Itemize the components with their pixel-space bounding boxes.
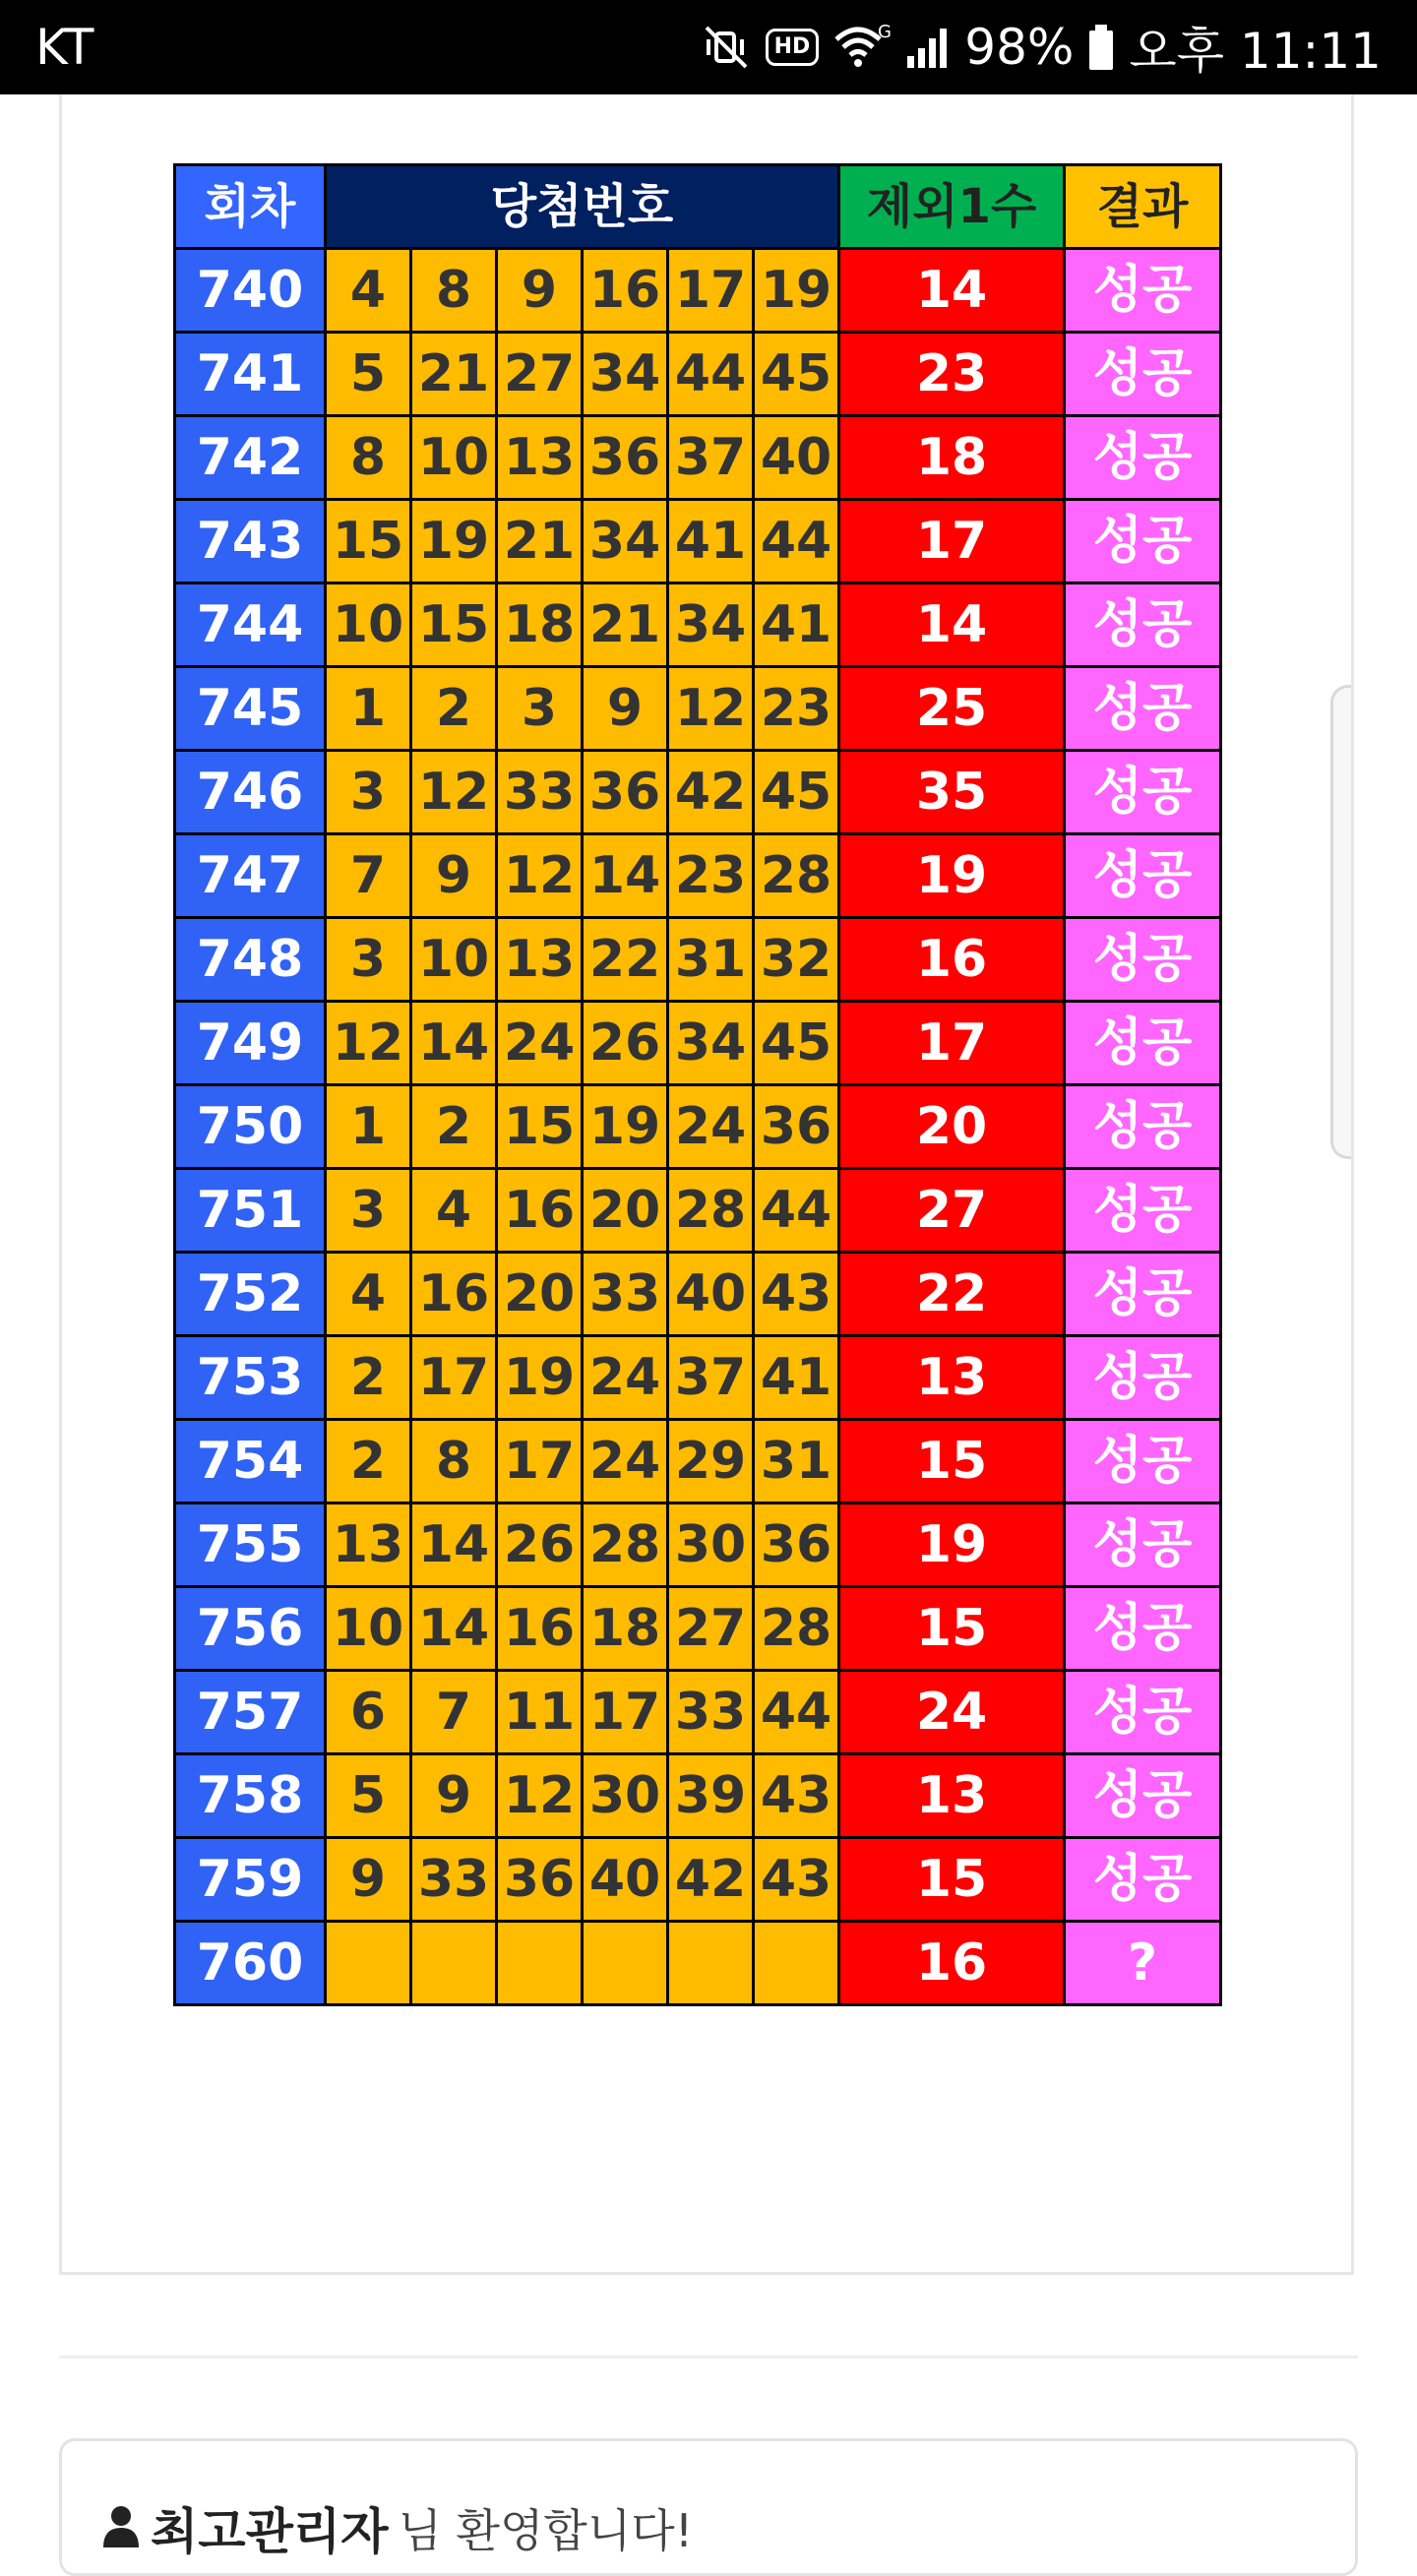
winning-number-cell: 33 — [583, 1253, 668, 1336]
excluded-number-cell: 18 — [839, 416, 1065, 500]
welcome-text: 님 환영합니다! — [398, 2504, 694, 2557]
table-row — [175, 1085, 1221, 1169]
carrier-label: KT — [35, 19, 94, 76]
round-cell: 753 — [175, 1336, 326, 1420]
winning-number-cell: 42 — [668, 751, 754, 834]
winning-number-cell: 14 — [411, 1002, 497, 1085]
result-cell: 성공 — [1065, 1838, 1221, 1922]
result-cell: ? — [1065, 1922, 1221, 2005]
winning-number-cell: 30 — [668, 1503, 754, 1587]
table-row — [175, 500, 1221, 583]
excluded-number-cell: 27 — [839, 1169, 1065, 1253]
table-header-row — [175, 165, 1221, 249]
excluded-number-cell: 15 — [839, 1587, 1065, 1671]
winning-number-cell: 44 — [754, 1169, 839, 1253]
winning-number-cell: 16 — [497, 1587, 583, 1671]
table-row — [175, 834, 1221, 918]
table-row — [175, 1169, 1221, 1253]
table-row — [175, 1336, 1221, 1420]
winning-number-cell: 40 — [754, 416, 839, 500]
result-cell: 성공 — [1065, 1587, 1221, 1671]
header-round: 회차 — [175, 165, 326, 249]
winning-number-cell: 24 — [497, 1002, 583, 1085]
winning-number-cell: 29 — [668, 1420, 754, 1503]
round-cell: 755 — [175, 1503, 326, 1587]
scroll-handle[interactable] — [1330, 685, 1351, 1159]
excluded-number-cell: 24 — [839, 1671, 1065, 1754]
hd-label: HD — [766, 29, 820, 66]
winning-number-cell: 30 — [583, 1754, 668, 1838]
excluded-number-cell: 19 — [839, 834, 1065, 918]
result-cell: 성공 — [1065, 1671, 1221, 1754]
winning-number-cell: 6 — [326, 1671, 411, 1754]
round-cell: 745 — [175, 667, 326, 751]
winning-number-cell — [754, 1922, 839, 2005]
clock: 오후 11:11 — [1129, 23, 1382, 80]
excluded-number-cell: 22 — [839, 1253, 1065, 1336]
result-cell: 성공 — [1065, 583, 1221, 667]
winning-number-cell: 28 — [583, 1503, 668, 1587]
round-cell: 741 — [175, 333, 326, 416]
winning-number-cell: 4 — [411, 1169, 497, 1253]
status-bar — [0, 0, 1417, 94]
winning-number-cell: 33 — [411, 1838, 497, 1922]
result-cell: 성공 — [1065, 500, 1221, 583]
result-cell: 성공 — [1065, 751, 1221, 834]
winning-number-cell: 17 — [583, 1671, 668, 1754]
table-body — [175, 249, 1221, 2005]
winning-number-cell: 10 — [411, 918, 497, 1002]
winning-number-cell: 27 — [497, 333, 583, 416]
winning-number-cell: 7 — [326, 834, 411, 918]
winning-number-cell: 7 — [411, 1671, 497, 1754]
winning-number-cell: 19 — [411, 500, 497, 583]
winning-number-cell: 3 — [497, 667, 583, 751]
table-row — [175, 333, 1221, 416]
battery-icon — [1087, 18, 1115, 77]
excluded-number-cell: 20 — [839, 1085, 1065, 1169]
winning-number-cell: 31 — [754, 1420, 839, 1503]
winning-number-cell: 34 — [583, 500, 668, 583]
excluded-number-cell: 13 — [839, 1336, 1065, 1420]
round-cell: 759 — [175, 1838, 326, 1922]
winning-number-cell: 17 — [497, 1420, 583, 1503]
winning-number-cell: 10 — [326, 1587, 411, 1671]
winning-number-cell: 2 — [326, 1336, 411, 1420]
winning-number-cell: 33 — [497, 751, 583, 834]
result-cell: 성공 — [1065, 416, 1221, 500]
winning-number-cell: 10 — [326, 583, 411, 667]
winning-number-cell: 20 — [583, 1169, 668, 1253]
winning-number-cell: 19 — [754, 249, 839, 333]
table-row — [175, 583, 1221, 667]
winning-number-cell: 45 — [754, 333, 839, 416]
winning-number-cell: 8 — [326, 416, 411, 500]
result-cell: 성공 — [1065, 1253, 1221, 1336]
round-cell: 752 — [175, 1253, 326, 1336]
winning-number-cell: 21 — [411, 333, 497, 416]
winning-number-cell: 14 — [583, 834, 668, 918]
winning-number-cell: 42 — [668, 1838, 754, 1922]
table-row — [175, 1838, 1221, 1922]
winning-number-cell: 36 — [754, 1085, 839, 1169]
winning-number-cell: 9 — [583, 667, 668, 751]
winning-number-cell: 24 — [583, 1336, 668, 1420]
winning-number-cell: 40 — [583, 1838, 668, 1922]
excluded-number-cell: 19 — [839, 1503, 1065, 1587]
winning-number-cell: 9 — [326, 1838, 411, 1922]
wifi-icon — [832, 18, 892, 77]
result-cell: 성공 — [1065, 1420, 1221, 1503]
winning-number-cell: 10 — [411, 416, 497, 500]
excluded-number-cell: 23 — [839, 333, 1065, 416]
winning-number-cell: 14 — [411, 1503, 497, 1587]
winning-number-cell: 28 — [754, 834, 839, 918]
winning-number-cell: 40 — [668, 1253, 754, 1336]
header-excluded-number: 제외1수 — [839, 165, 1065, 249]
winning-number-cell: 41 — [754, 1336, 839, 1420]
winning-number-cell: 31 — [668, 918, 754, 1002]
winning-number-cell: 11 — [497, 1671, 583, 1754]
round-cell: 760 — [175, 1922, 326, 2005]
winning-number-cell: 34 — [668, 1002, 754, 1085]
winning-number-cell: 39 — [668, 1754, 754, 1838]
excluded-number-cell: 13 — [839, 1754, 1065, 1838]
excluded-number-cell: 16 — [839, 918, 1065, 1002]
winning-number-cell: 15 — [326, 500, 411, 583]
table-row — [175, 1420, 1221, 1503]
winning-number-cell: 17 — [668, 249, 754, 333]
winning-number-cell: 16 — [583, 249, 668, 333]
winning-number-cell: 28 — [754, 1587, 839, 1671]
winning-number-cell: 1 — [326, 1085, 411, 1169]
winning-number-cell: 13 — [326, 1503, 411, 1587]
excluded-number-cell: 17 — [839, 1002, 1065, 1085]
winning-number-cell: 12 — [668, 667, 754, 751]
winning-number-cell: 26 — [583, 1002, 668, 1085]
winning-number-cell: 4 — [326, 249, 411, 333]
winning-number-cell: 1 — [326, 667, 411, 751]
result-cell: 성공 — [1065, 834, 1221, 918]
winning-number-cell: 45 — [754, 751, 839, 834]
winning-number-cell: 24 — [668, 1085, 754, 1169]
winning-number-cell: 12 — [326, 1002, 411, 1085]
round-cell: 747 — [175, 834, 326, 918]
table-row — [175, 918, 1221, 1002]
winning-number-cell: 2 — [326, 1420, 411, 1503]
result-cell: 성공 — [1065, 1085, 1221, 1169]
table-row — [175, 1503, 1221, 1587]
result-cell: 성공 — [1065, 1336, 1221, 1420]
excluded-number-cell: 16 — [839, 1922, 1065, 2005]
excluded-number-cell: 35 — [839, 751, 1065, 834]
winning-number-cell: 9 — [497, 249, 583, 333]
winning-number-cell: 34 — [668, 583, 754, 667]
winning-number-cell: 37 — [668, 1336, 754, 1420]
winning-number-cell: 13 — [497, 918, 583, 1002]
winning-number-cell: 41 — [754, 583, 839, 667]
table-row — [175, 1754, 1221, 1838]
table-row — [175, 751, 1221, 834]
winning-number-cell: 26 — [497, 1503, 583, 1587]
result-cell: 성공 — [1065, 1754, 1221, 1838]
winning-number-cell: 21 — [497, 500, 583, 583]
result-cell: 성공 — [1065, 333, 1221, 416]
round-cell: 740 — [175, 249, 326, 333]
winning-number-cell: 44 — [754, 500, 839, 583]
winning-number-cell: 18 — [497, 583, 583, 667]
round-cell: 743 — [175, 500, 326, 583]
welcome-row — [101, 2492, 693, 2563]
winning-number-cell: 21 — [583, 583, 668, 667]
winning-number-cell: 17 — [411, 1336, 497, 1420]
winning-number-cell: 36 — [497, 1838, 583, 1922]
winning-number-cell: 13 — [497, 416, 583, 500]
winning-number-cell: 2 — [411, 667, 497, 751]
winning-number-cell: 4 — [326, 1253, 411, 1336]
excluded-number-cell: 17 — [839, 500, 1065, 583]
section-divider — [59, 2356, 1358, 2359]
round-cell: 751 — [175, 1169, 326, 1253]
battery-percent: 98% — [964, 19, 1075, 76]
winning-number-cell: 16 — [411, 1253, 497, 1336]
round-cell: 757 — [175, 1671, 326, 1754]
winning-number-cell: 22 — [583, 918, 668, 1002]
winning-number-cell: 3 — [326, 918, 411, 1002]
winning-number-cell: 24 — [583, 1420, 668, 1503]
winning-number-cell: 28 — [668, 1169, 754, 1253]
winning-number-cell — [411, 1922, 497, 2005]
result-cell: 성공 — [1065, 1503, 1221, 1587]
winning-number-cell: 12 — [497, 834, 583, 918]
excluded-number-cell: 15 — [839, 1838, 1065, 1922]
winning-number-cell: 43 — [754, 1253, 839, 1336]
winning-number-cell: 43 — [754, 1838, 839, 1922]
winning-number-cell: 34 — [583, 333, 668, 416]
result-cell: 성공 — [1065, 918, 1221, 1002]
header-result: 결과 — [1065, 165, 1221, 249]
winning-number-cell: 36 — [583, 751, 668, 834]
winning-number-cell: 36 — [754, 1503, 839, 1587]
winning-number-cell: 27 — [668, 1587, 754, 1671]
round-cell: 754 — [175, 1420, 326, 1503]
excluded-number-cell: 14 — [839, 249, 1065, 333]
welcome-card — [59, 2438, 1358, 2576]
round-cell: 742 — [175, 416, 326, 500]
winning-number-cell: 5 — [326, 333, 411, 416]
winning-number-cell: 3 — [326, 751, 411, 834]
table-row — [175, 1587, 1221, 1671]
admin-name: 최고관리자 — [151, 2503, 389, 2560]
winning-number-cell: 41 — [668, 500, 754, 583]
table-row — [175, 1922, 1221, 2005]
winning-number-cell: 32 — [754, 918, 839, 1002]
winning-number-cell: 44 — [668, 333, 754, 416]
winning-number-cell: 33 — [668, 1671, 754, 1754]
winning-number-cell: 19 — [583, 1085, 668, 1169]
winning-number-cell: 15 — [411, 583, 497, 667]
winning-number-cell: 16 — [497, 1169, 583, 1253]
winning-number-cell: 8 — [411, 1420, 497, 1503]
status-icons — [701, 14, 1382, 81]
excluded-number-cell: 14 — [839, 583, 1065, 667]
signal-icon — [905, 18, 951, 77]
user-icon — [101, 2504, 141, 2551]
winning-number-cell: 23 — [754, 667, 839, 751]
round-cell: 744 — [175, 583, 326, 667]
result-cell: 성공 — [1065, 1002, 1221, 1085]
winning-number-cell: 23 — [668, 834, 754, 918]
table-row — [175, 1671, 1221, 1754]
winning-number-cell: 12 — [497, 1754, 583, 1838]
signal-type-label: G — [878, 22, 893, 42]
winning-number-cell: 15 — [497, 1085, 583, 1169]
lotto-exclusion-table — [173, 163, 1222, 2006]
winning-number-cell: 36 — [583, 416, 668, 500]
round-cell: 749 — [175, 1002, 326, 1085]
winning-number-cell: 9 — [411, 834, 497, 918]
winning-number-cell: 18 — [583, 1587, 668, 1671]
winning-number-cell: 5 — [326, 1754, 411, 1838]
header-winning-numbers: 당첨번호 — [326, 165, 839, 249]
winning-number-cell — [583, 1922, 668, 2005]
winning-number-cell — [326, 1922, 411, 2005]
winning-number-cell: 37 — [668, 416, 754, 500]
winning-number-cell — [497, 1922, 583, 2005]
result-cell: 성공 — [1065, 667, 1221, 751]
round-cell: 750 — [175, 1085, 326, 1169]
winning-number-cell: 2 — [411, 1085, 497, 1169]
winning-number-cell: 20 — [497, 1253, 583, 1336]
excluded-number-cell: 25 — [839, 667, 1065, 751]
result-cell: 성공 — [1065, 249, 1221, 333]
winning-number-cell: 8 — [411, 249, 497, 333]
round-cell: 746 — [175, 751, 326, 834]
table-row — [175, 1253, 1221, 1336]
table-row — [175, 416, 1221, 500]
result-cell: 성공 — [1065, 1169, 1221, 1253]
round-cell: 748 — [175, 918, 326, 1002]
winning-number-cell: 19 — [497, 1336, 583, 1420]
winning-number-cell: 44 — [754, 1671, 839, 1754]
winning-number-cell: 43 — [754, 1754, 839, 1838]
winning-number-cell — [668, 1922, 754, 2005]
table-row — [175, 249, 1221, 333]
winning-number-cell: 9 — [411, 1754, 497, 1838]
round-cell: 758 — [175, 1754, 326, 1838]
winning-number-cell: 14 — [411, 1587, 497, 1671]
mute-vibrate-icon — [701, 18, 752, 77]
excluded-number-cell: 15 — [839, 1420, 1065, 1503]
winning-number-cell: 12 — [411, 751, 497, 834]
round-cell: 756 — [175, 1587, 326, 1671]
hd-icon — [766, 18, 820, 77]
winning-number-cell: 3 — [326, 1169, 411, 1253]
winning-number-cell: 45 — [754, 1002, 839, 1085]
table-row — [175, 667, 1221, 751]
table-row — [175, 1002, 1221, 1085]
